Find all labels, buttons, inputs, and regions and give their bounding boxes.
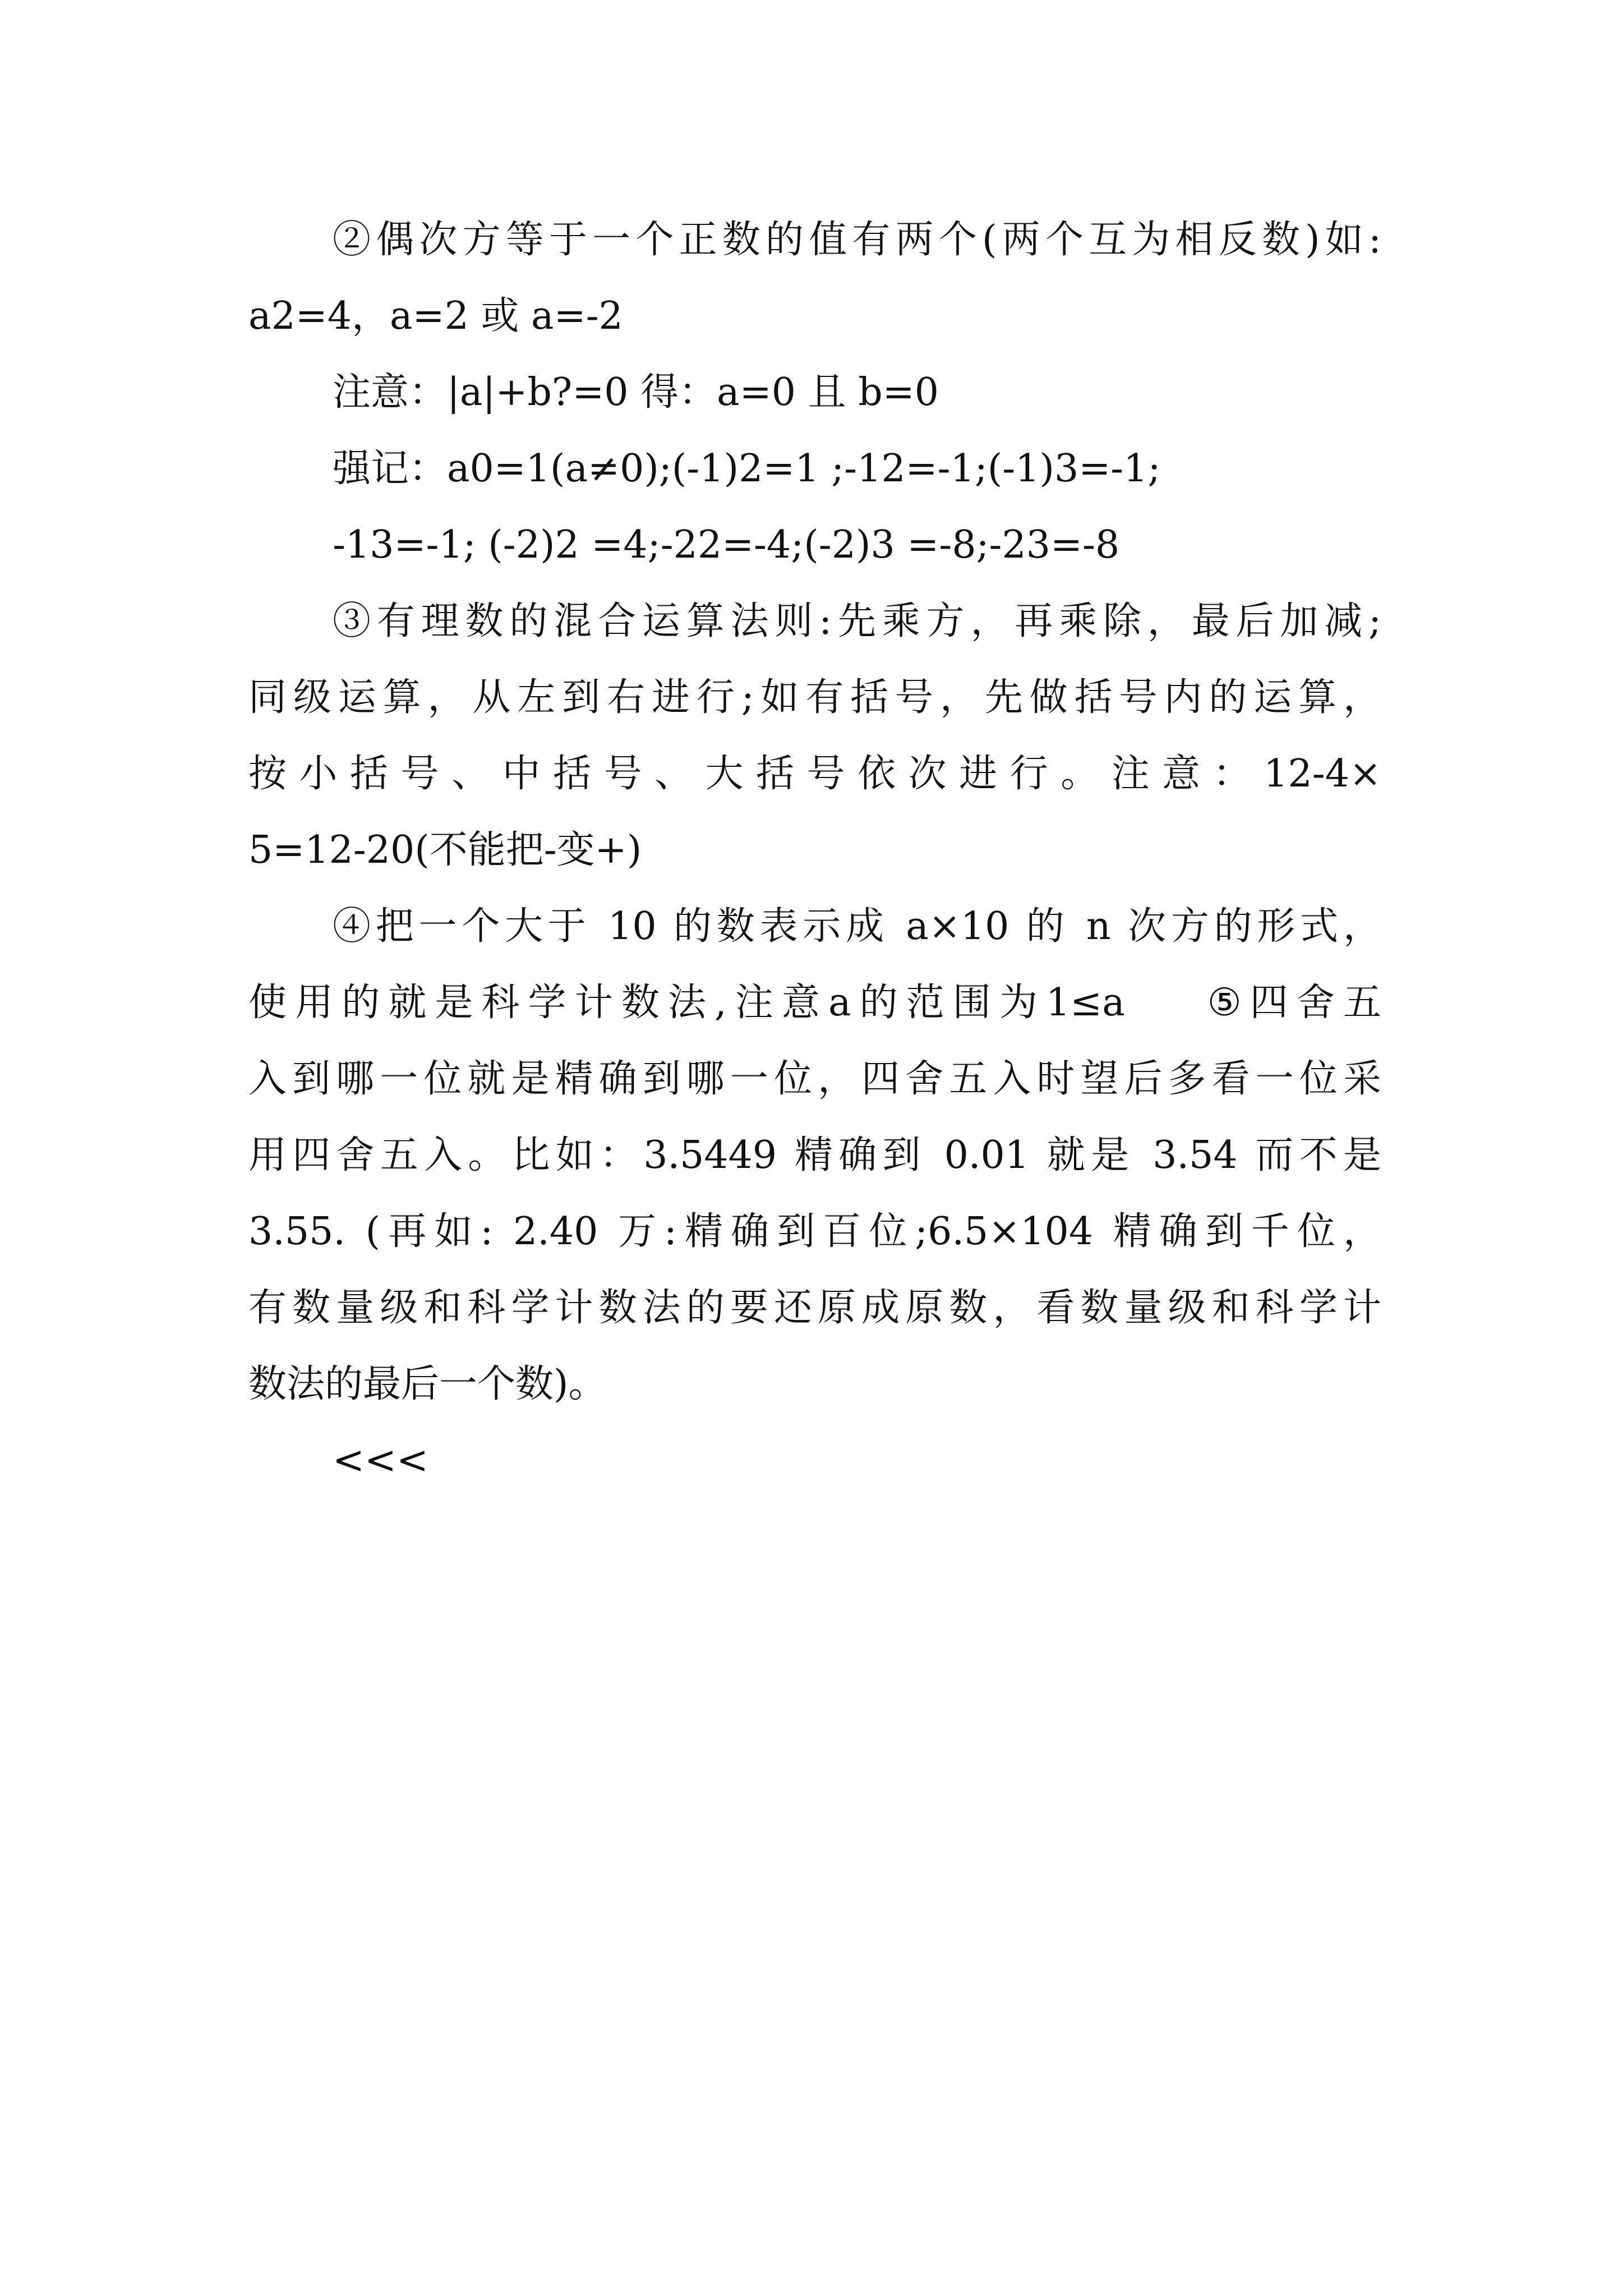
text-line: -13=-1; (-2)2 =4;-22=-4;(-2)3 =-8;-23=-8 bbox=[333, 523, 1120, 567]
text-line: 使用的就是科学计数法,注意a的范围为1≤a ⑤四舍五 bbox=[248, 981, 1381, 1025]
text-line: 数法的最后一个数)。 bbox=[248, 1362, 607, 1406]
text-line: ③有理数的混合运算法则:先乘方，再乘除，最后加减; bbox=[333, 599, 1381, 643]
text-line: 按小括号、中括号、大括号依次进行。注意：12-4× bbox=[248, 752, 1381, 796]
text-line: 强记：a0=1(a≠0);(-1)2=1 ;-12=-1;(-1)3=-1; bbox=[333, 447, 1161, 491]
text-line: 入到哪一位就是精确到哪一位，四舍五入时望后多看一位采 bbox=[248, 1057, 1381, 1101]
text-line: ④把一个大于 10 的数表示成 a×10 的 n 次方的形式， bbox=[333, 904, 1381, 949]
document-body bbox=[248, 202, 1381, 1499]
text-line: a2=4，a=2 或 a=-2 bbox=[248, 294, 623, 338]
text-line: 5=12-20(不能把-变+) bbox=[248, 828, 642, 872]
text-line: 注意：|a|+b?=0 得：a=0 且 b=0 bbox=[333, 370, 939, 415]
text-line: 3.55. (再如: 2.40 万:精确到百位;6.5×104 精确到千位， bbox=[248, 1209, 1381, 1254]
text-line: <<< bbox=[333, 1438, 428, 1483]
text-line: ②偶次方等于一个正数的值有两个(两个互为相反数)如: bbox=[333, 218, 1381, 262]
text-line: 有数量级和科学计数法的要还原成原数，看数量级和科学计 bbox=[248, 1286, 1381, 1330]
text-line: 用四舍五入。比如：3.5449 精确到 0.01 就是 3.54 而不是 bbox=[248, 1133, 1381, 1177]
text-line: 同级运算，从左到右进行;如有括号，先做括号内的运算， bbox=[248, 675, 1381, 720]
